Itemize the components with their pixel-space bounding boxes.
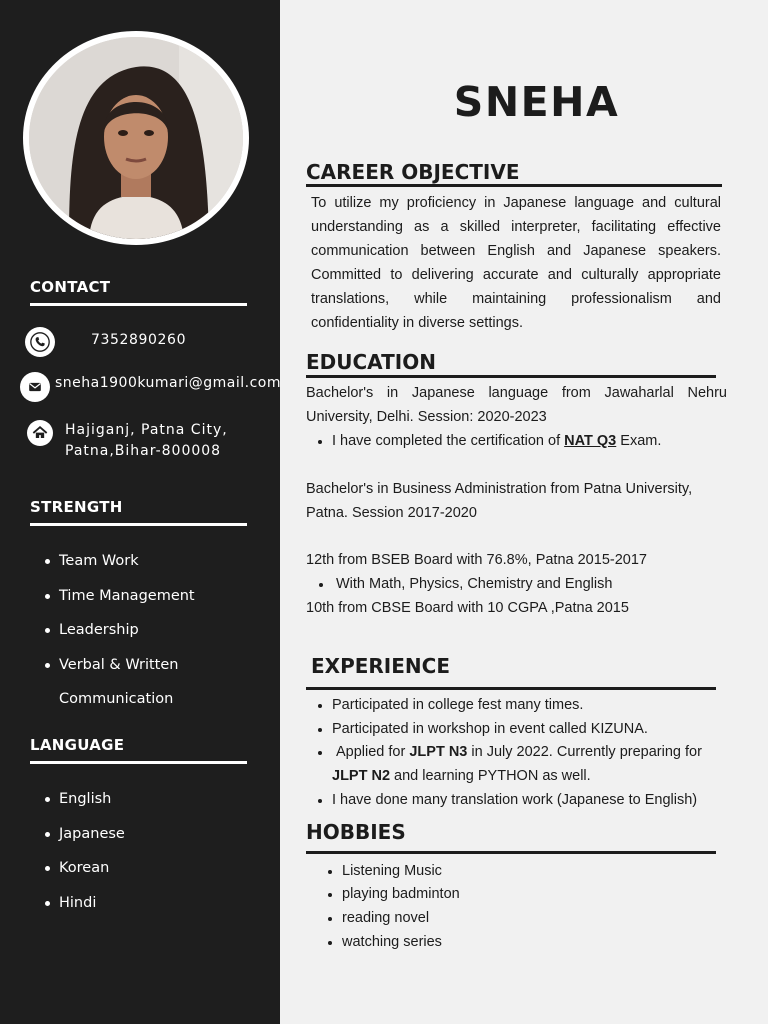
bullet	[328, 893, 332, 897]
email-icon	[20, 372, 50, 402]
education-tenth: 10th from CBSE Board with 10 CGPA ,Patna 2015	[306, 600, 629, 616]
strength-heading: STRENGTH	[30, 498, 123, 516]
bullet	[328, 917, 332, 921]
education-degree-1: Bachelor's in Japanese language from Jawaharlal Nehru University, Delhi. Session: 2020-2023	[306, 385, 727, 425]
address	[65, 420, 228, 462]
phone-icon	[25, 327, 55, 357]
education-heading: EDUCATION	[306, 350, 436, 374]
list-item: Hindi	[45, 893, 125, 928]
bullet	[318, 704, 322, 708]
hobbies-divider	[306, 851, 716, 854]
career-objective-heading: CAREER OBJECTIVE	[306, 160, 520, 184]
career-objective-divider	[306, 184, 722, 187]
hobby-item: reading novel	[342, 906, 702, 930]
profile-photo	[23, 31, 249, 245]
sidebar	[0, 0, 280, 1024]
list-item-continuation: Communication	[59, 691, 174, 707]
page-title: SNEHA	[453, 78, 620, 126]
contact-divider	[30, 303, 247, 306]
bullet	[328, 870, 332, 874]
list-item: Korean	[45, 858, 125, 893]
list-item: English	[45, 789, 125, 824]
address-line-2: Patna,Bihar-800008	[65, 443, 222, 459]
hobby-item: Listening Music	[342, 859, 702, 883]
experience-item-2: Participated in workshop in event called KIZUNA.	[332, 717, 732, 741]
education-cert: I have completed the certification of NAT Q3 Exam.	[332, 429, 732, 453]
jlpt-n2: JLPT N2	[332, 768, 391, 784]
experience-item-1: Participated in college fest many times.	[332, 693, 732, 717]
hobby-item: playing badminton	[342, 882, 702, 906]
contact-heading: CONTACT	[30, 278, 111, 296]
experience-item-3-continued: JLPT N2 and learning PYTHON as well.	[332, 768, 591, 784]
bullet	[318, 751, 322, 755]
career-objective-text: To utilize my proficiency in Japanese language and cultural understanding as a skilled interpreter, facilitating effective communication between English and Japanese speakers. Committed to delivering accurate and culturally appropriate translations, while maintaining professionalism and confidentiality in diverse settings.	[311, 195, 721, 331]
list-item: Leadership	[45, 620, 195, 655]
list-item: Team Work	[45, 551, 195, 586]
strength-divider	[30, 523, 247, 526]
phone-number[interactable]: 7352890260	[91, 332, 187, 348]
experience-item-3: Applied for JLPT N3 in July 2022. Currently preparing for	[336, 740, 736, 764]
education-divider	[306, 375, 716, 378]
language-divider	[30, 761, 247, 764]
education-degree-2: Bachelor's in Business Administration from Patna University, Patna. Session 2017-2020	[306, 481, 693, 521]
education-twelfth-subjects: With Math, Physics, Chemistry and English	[336, 572, 726, 596]
education-twelfth: 12th from BSEB Board with 76.8%, Patna 2015-2017	[306, 552, 647, 568]
list-item: Time Management	[45, 586, 195, 621]
bullet	[318, 440, 322, 444]
home-icon	[27, 420, 53, 446]
hobbies-heading: HOBBIES	[306, 820, 406, 844]
cert-name: NAT Q3	[564, 433, 617, 449]
bullet	[318, 799, 322, 803]
jlpt-n3: JLPT N3	[409, 744, 468, 760]
strength-list	[45, 551, 195, 724]
hobby-item: watching series	[342, 930, 702, 954]
language-list	[45, 789, 125, 927]
bullet	[328, 941, 332, 945]
experience-heading: EXPERIENCE	[311, 654, 450, 678]
language-heading: LANGUAGE	[30, 736, 125, 754]
email-address[interactable]: sneha1900kumari@gmail.com	[55, 375, 282, 391]
address-line-1: Hajiganj, Patna City,	[65, 422, 228, 438]
experience-item-4: I have done many translation work (Japanese to English)	[332, 788, 732, 812]
bullet	[318, 728, 322, 732]
bullet	[319, 583, 323, 587]
list-item: Japanese	[45, 824, 125, 859]
list-item: Verbal & Written	[45, 655, 195, 690]
experience-divider	[306, 687, 716, 690]
